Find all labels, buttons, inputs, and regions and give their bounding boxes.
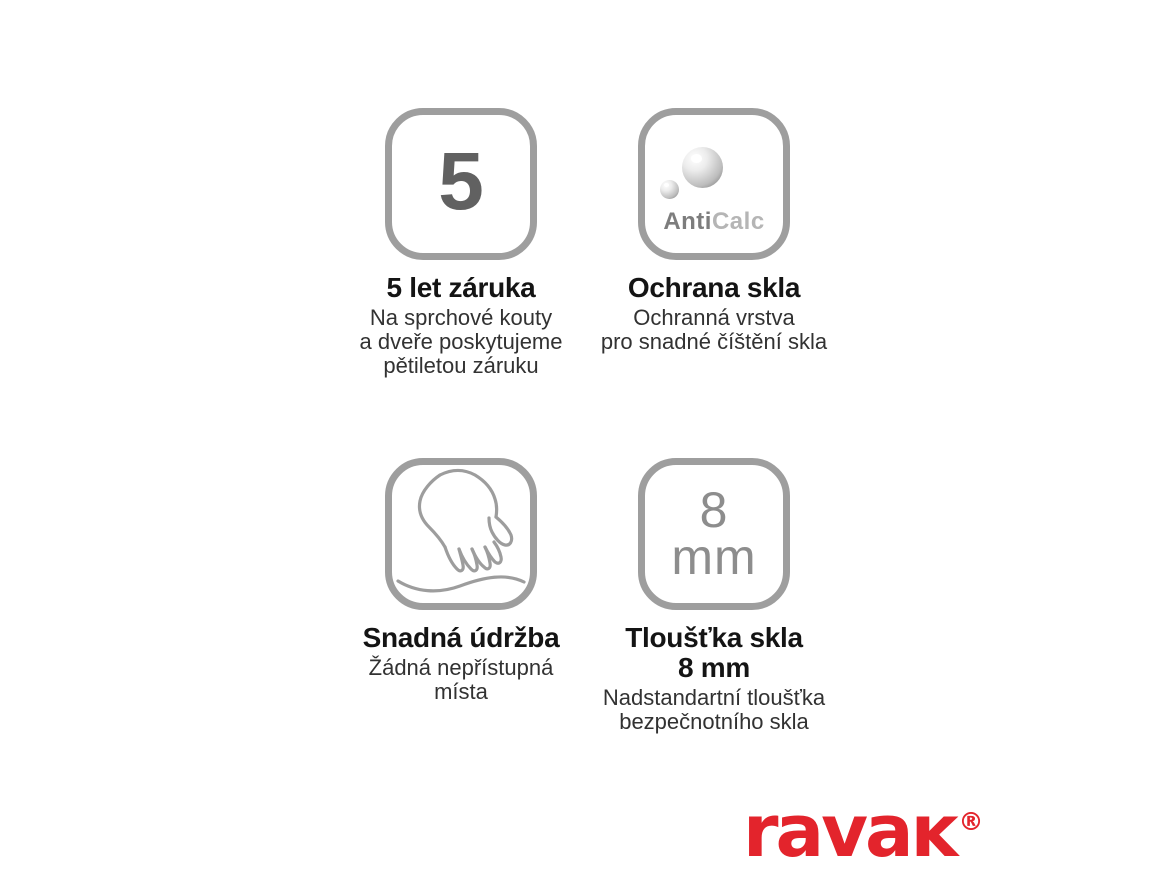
bubble-highlight — [691, 154, 702, 163]
anticalc-label — [645, 208, 783, 236]
feature-description-line: Žádná nepřístupná — [368, 655, 554, 680]
feature-description-line: Nadstandartní tloušťka — [602, 685, 826, 710]
feature-description — [554, 686, 874, 734]
glass-8mm-badge — [638, 458, 790, 610]
feature-description-line: bezpečnotního skla — [619, 709, 809, 734]
ravak-logo — [743, 789, 984, 873]
feature-description-line: pro snadné číštění skla — [600, 329, 828, 354]
warranty-5-badge — [385, 108, 537, 260]
8mm-icon — [671, 482, 757, 585]
feature-description-line: a dveře poskytujeme — [359, 329, 563, 354]
feature-title-line1: Tloušťka skla — [625, 622, 803, 653]
anticalc-label-dark: Anti — [663, 208, 712, 235]
easy-maintenance-badge — [385, 458, 537, 610]
feature-description-line: místa — [434, 679, 488, 704]
bubble-highlight — [664, 183, 669, 187]
bubble-icon — [682, 147, 723, 188]
feature-card-anticalc — [554, 108, 874, 354]
wiping-hand-icon — [392, 465, 530, 603]
8mm-icon-line1: 8 — [699, 482, 729, 538]
feature-description-line: Na sprchové kouty — [369, 305, 553, 330]
ravak-logo-text: ravaĸ — [743, 789, 956, 873]
feature-title: 5 let záruka — [386, 272, 536, 303]
bubble-icon — [660, 180, 679, 199]
anticalc-label-light: Calc — [711, 208, 765, 235]
feature-title: Ochrana skla — [627, 272, 801, 303]
feature-title — [554, 623, 874, 683]
feature-description-line: Ochranná vrstva — [633, 305, 795, 330]
registered-trademark-icon: ® — [958, 807, 984, 836]
feature-description — [554, 306, 874, 354]
feature-title-line2: 8 mm — [678, 652, 750, 683]
number-5-icon: 5 — [438, 136, 484, 227]
8mm-icon-line2: mm — [671, 529, 757, 585]
feature-title: Snadná údržba — [362, 622, 560, 653]
anticalc-badge — [638, 108, 790, 260]
feature-description-line: pětiletou záruku — [383, 353, 539, 378]
feature-card-glass-thickness — [554, 458, 874, 734]
